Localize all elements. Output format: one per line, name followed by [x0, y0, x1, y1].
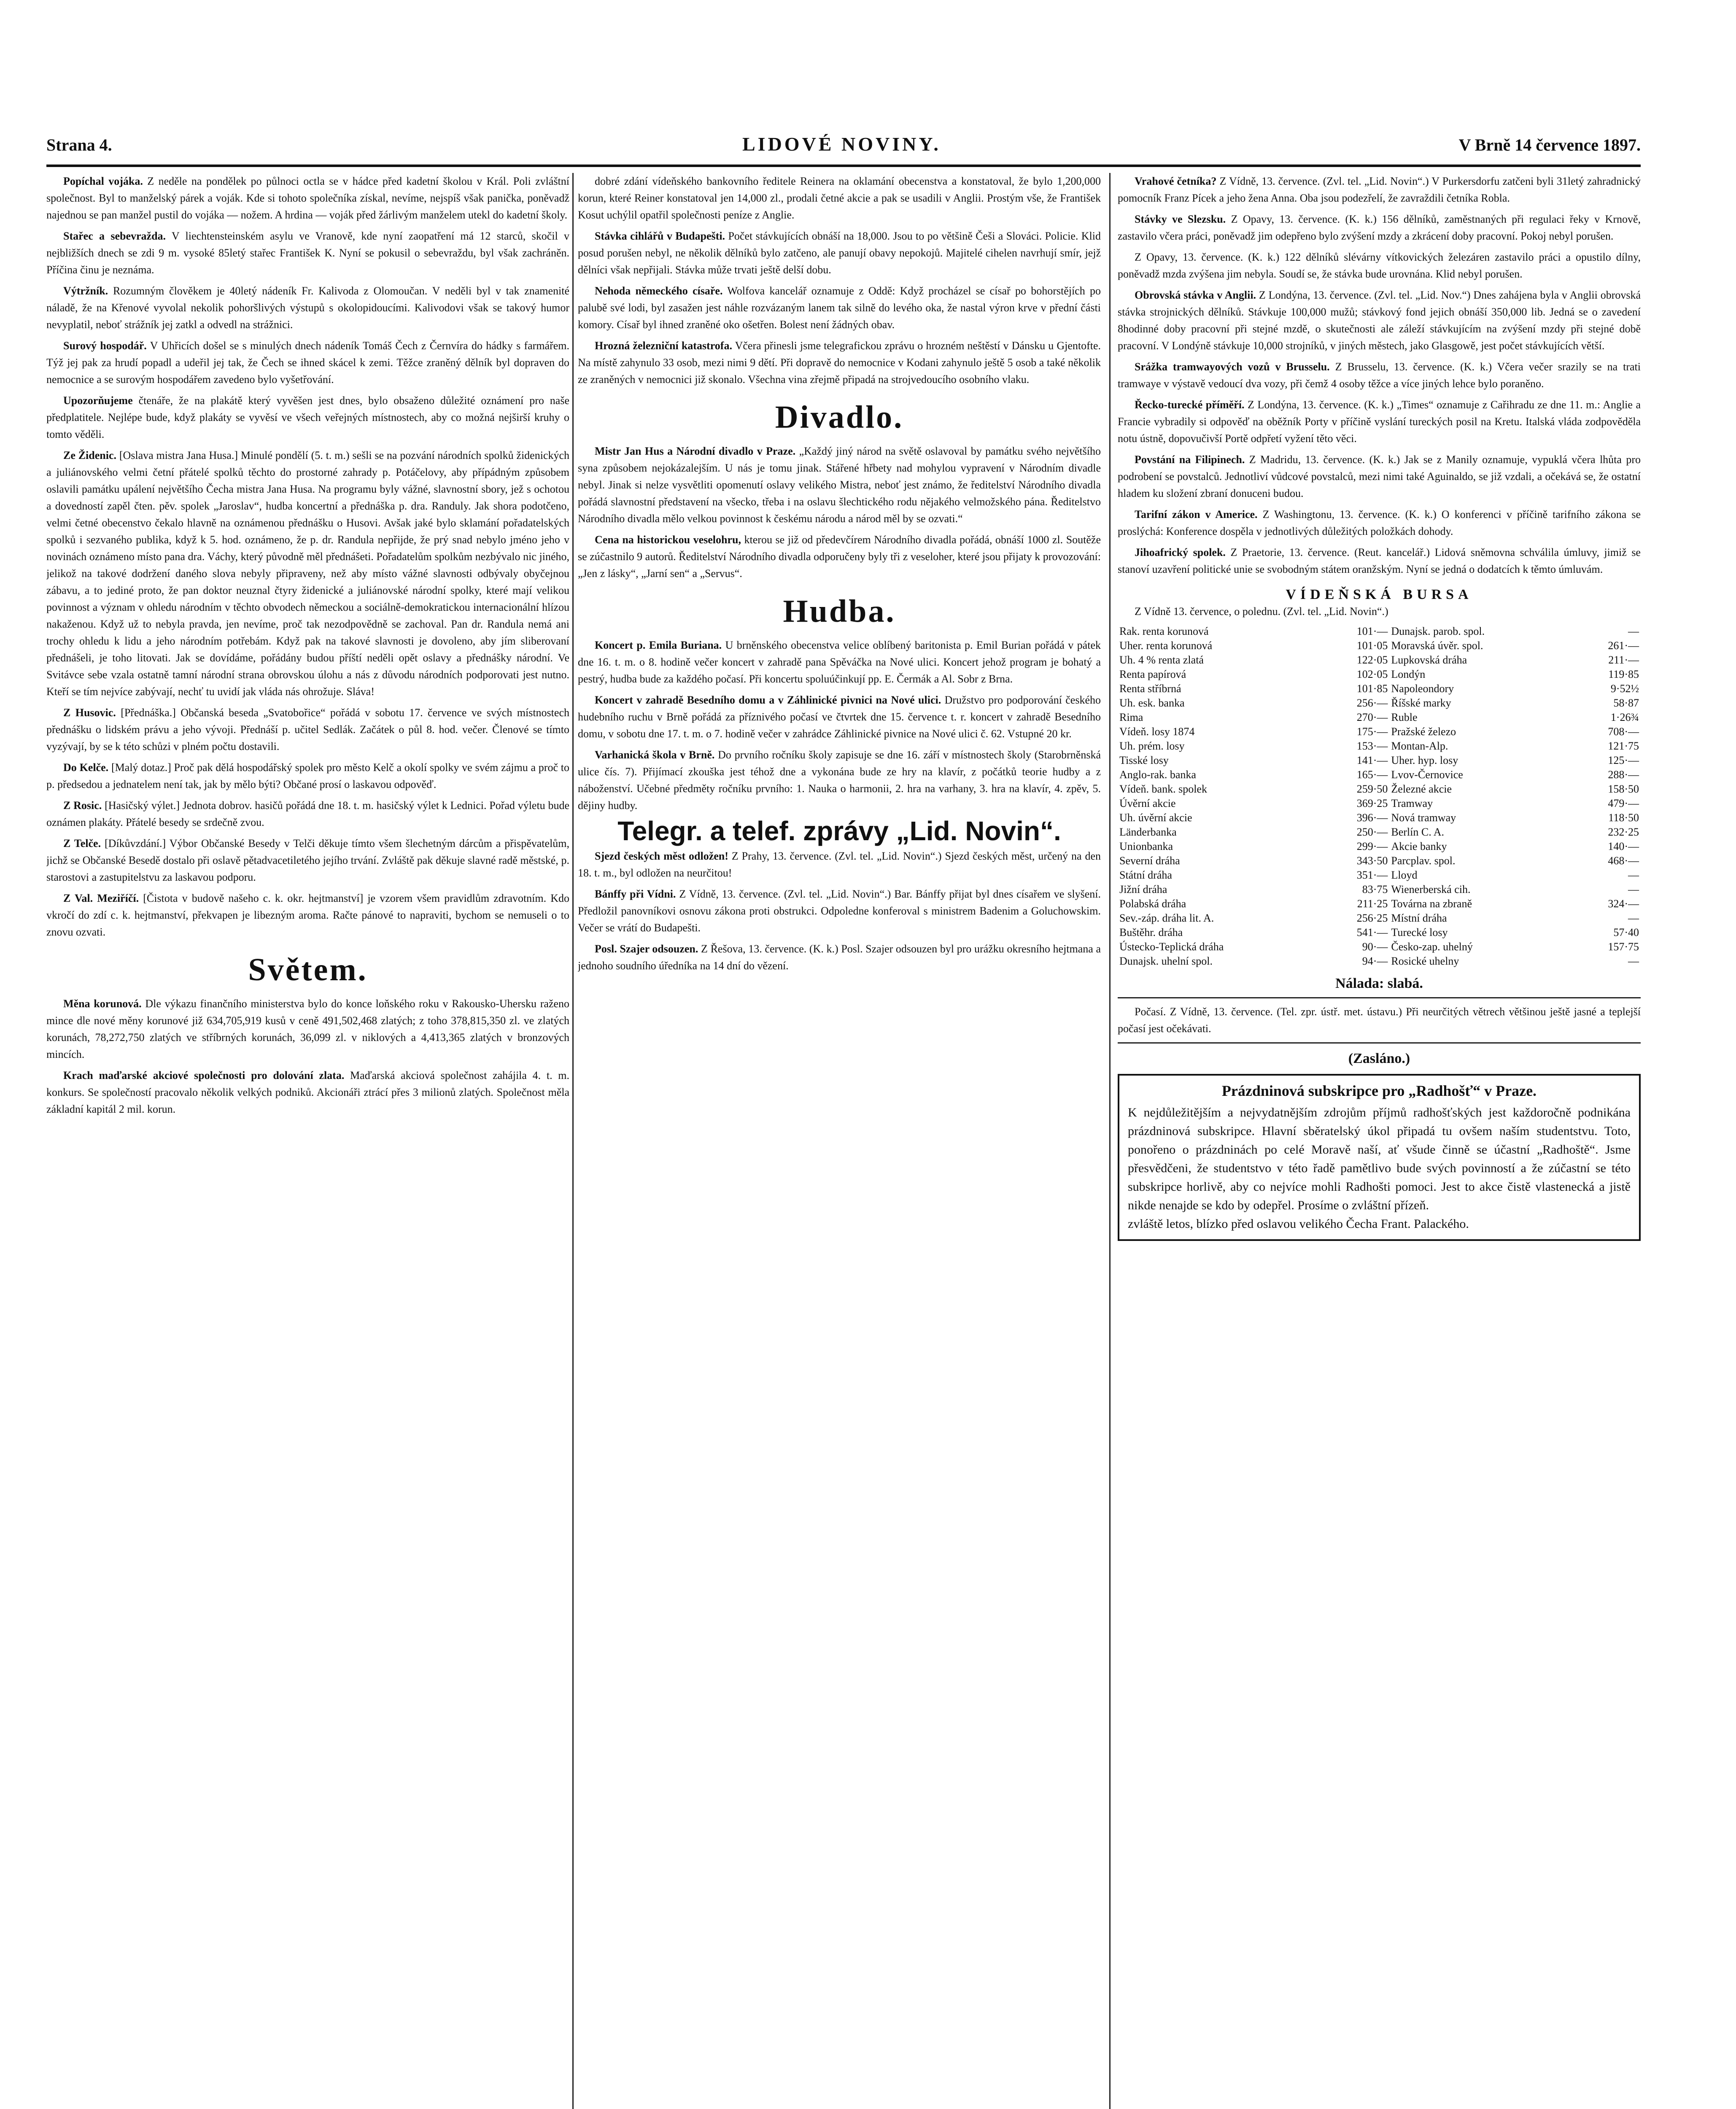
bursa-row: [1118, 825, 1641, 839]
article-text: V Uhřicích došel se s minulých dnech nádeník Tomáš Čech z Černvíra do hádky s farmářem. Týž jej pak za hrudí popadl a udeřil jej tak, že Čech se ihned skácel k zemi. Těžce zraněný dělník byl dopraven do nemocnice a se surovým hospodářem zavedeno bylo vyšetřování.: [46, 340, 569, 386]
bursa-value: 175·—: [1356, 725, 1388, 738]
bursa-value: 141·—: [1356, 754, 1388, 766]
bursa-label: Montan-Alp.: [1391, 740, 1448, 752]
bursa-row: [1118, 624, 1641, 639]
divider: [1118, 1042, 1641, 1044]
bursa-value: 101·85: [1356, 682, 1388, 695]
article-text: Z Prahy, 13. července. (Zvl. tel. „Lid. Novin“.) Sjezd českých měst, určený na den 18. t. m., byl odložen na neurčitou!: [578, 850, 1101, 879]
bursa-value: 211·25: [1357, 898, 1388, 910]
bursa-value: 157·75: [1608, 941, 1639, 953]
article-text: Z Řešova, 13. července. (K. k.) Posl. Szajer odsouzen byl pro urážku okresního hejtmana a jednoho soudního úředníka na 14 dní do vězení.: [578, 943, 1101, 972]
bursa-label: Česko-zap. uhelný: [1391, 941, 1473, 953]
bursa-intro: Z Vídně 13. července, o polednu. (Zvl. tel. „Lid. Novin“.): [1135, 605, 1388, 618]
bursa-label: Länderbanka: [1119, 826, 1177, 838]
article-text: [Čistota v budově našeho c. k. okr. hejtmanství] je vzorem všem pravidlům zdravotním. Kdo vkročí do zdí c. k. hejtmanství, překvapen je libezným aroma. Račte pánové to napraviti, bychom se nemuseli o to znovu ozvati.: [46, 892, 569, 938]
column-1: [46, 173, 569, 2109]
article: [46, 447, 569, 700]
article-headline: Z Rosic.: [63, 799, 102, 812]
column-3-articles: [1118, 173, 1641, 578]
article: [46, 704, 569, 755]
article: [578, 848, 1101, 882]
article-text: Z Vídně, 13. července. (Zvl. tel. „Lid. Novin“.) V Purkersdorfu zatčeni byli 31letý zahradnický pomocník Franz Pícek a jeho žena Anna. Oba jsou podezřelí, že zavraždili četníka Robla.: [1118, 175, 1641, 204]
bursa-value: 125·—: [1608, 754, 1639, 766]
bursa-value: 351·—: [1356, 869, 1388, 881]
bursa-row: [1118, 682, 1641, 696]
article: [578, 337, 1101, 388]
bursa-row: [1118, 782, 1641, 796]
article: [1118, 451, 1641, 502]
article: [1118, 544, 1641, 578]
article: [1118, 249, 1641, 283]
article: [1118, 211, 1641, 245]
article-text: Z neděle na pondělek po půlnoci octla se v hádce před kadetní školou v Král. Poli zvláštní společnost. Byl to manželský párek a voják. Kde si tohoto společníka získal, nevíme, nejspíš však panička, poněvadž najednou se pan manžel pustil do vojáka — nožem. A hrdina — voják před žárlivým manželem utekl do kadetní školy.: [46, 175, 569, 221]
bursa-label: Továrna na zbraně: [1391, 898, 1472, 910]
bursa-value: 256·25: [1356, 912, 1388, 924]
subscription-box: [1118, 1074, 1641, 1241]
bursa-label: Vídeň. losy 1874: [1119, 725, 1195, 738]
bursa-value: 118·50: [1608, 812, 1639, 824]
article: [578, 283, 1101, 333]
article-text: Maďarská akciová společnost zahájila 4. t. m. konkurs. Se společností pracovalo několik velkých podniků. Akcionáři ztrácí přes 3 milionů zlatých. Společnost měla základní kapitál 2 mil. korun.: [46, 1069, 569, 1115]
article-headline: Surový hospodář.: [63, 340, 147, 352]
article-headline: Koncert p. Emila Buriana.: [595, 639, 722, 651]
column-divider: [1109, 173, 1111, 2109]
box-title: Prázdninová subskripce pro „Radhošť“ v Praze.: [1221, 1082, 1537, 1099]
bursa-row: [1118, 868, 1641, 882]
bursa-label: Berlín C. A.: [1391, 826, 1445, 838]
bursa-value: 57·40: [1613, 926, 1639, 939]
article-headline: Ze Židenic.: [63, 449, 117, 461]
bursa-label: Tramway: [1391, 797, 1433, 809]
bursa-value: —: [1628, 869, 1639, 881]
bursa-label: Uher. hyp. losy: [1391, 754, 1458, 766]
column-3: [1118, 173, 1641, 2109]
bursa-value: 708·—: [1608, 725, 1639, 738]
article-headline: Mistr Jan Hus a Národní divadlo v Praze.: [595, 445, 796, 457]
article-headline: Sjezd českých měst odložen!: [595, 850, 728, 862]
article-headline: Jihoafrický spolek.: [1135, 546, 1226, 558]
article-text: Rozumným člověkem je 40letý nádeník Fr. Kalivoda z Olomoučan. V neděli byl v tak znamenité náladě, že na Křenové vyvolal nekolik pohoršlivých výstupů s okolopidoucími. Kalivodovi však se takový humor nevyplatil, neboť strážník jej zatkl a odvedl na strážnici.: [46, 285, 569, 331]
article-headline: Povstání na Filipinech.: [1135, 453, 1245, 466]
bursa-label: Uh. 4 % renta zlatá: [1119, 654, 1204, 666]
bursa-label: Vídeň. bank. spolek: [1119, 783, 1207, 795]
bursa-value: 369·25: [1356, 797, 1388, 809]
article-headline: Vrahové četníka?: [1135, 175, 1217, 187]
bursa-value: 270·—: [1356, 711, 1388, 723]
bursa-label: Uh. esk. banka: [1119, 697, 1185, 709]
masthead: [46, 127, 1641, 167]
bursa-value: 211·—: [1608, 654, 1639, 666]
bursa-row: [1118, 811, 1641, 825]
bursa-row: [1118, 696, 1641, 710]
bursa-value: 101·—: [1356, 625, 1388, 637]
bursa-value: 261·—: [1608, 639, 1639, 652]
bursa-row: [1118, 667, 1641, 682]
article-text: Z Brusselu, 13. července. (K. k.) Včera večer srazily se na trati tramwaye v výstavě vedoucí dva vozy, při čemž 4 osoby těžce a více jiných lehce bylo poraněno.: [1118, 361, 1641, 390]
bursa-row: [1118, 954, 1641, 968]
bursa-label: Anglo-rak. banka: [1119, 769, 1196, 781]
article-headline: Srážka tramwayových vozů v Brusselu.: [1135, 361, 1330, 373]
article-text: Z Londýna, 13. července. (K. k.) „Times“ oznamuje z Cařihradu ze dne 11. m.: Anglie a Francie vybradily si odpověď na oběžník Porty v příčině vyslání tureckých posil na Kretu. Italská vláda zodpověděla notu ústně, dopovučivší Portě odpřetí vyžení těto věci.: [1118, 399, 1641, 445]
article-headline: Měna korunová.: [63, 998, 142, 1010]
box-text: K nejdůležitějším a nejvydatnějším zdrojům příjmů radhošťských jest každoročně podnikána prázdninová subskripce. Hlavní sběratelský úkol připadá tu ovšem naším studentstvu. Toto, ponořeno o prázdninách po celé Moravě naší, ať všude činně se účastní „Radhoště“. Jsme přesvědčeni, že studentstvo v této řadě pamětlivo bude svých povinností a že zúčastní se této subskripce horlivě, aby co nejvíce mohli Radhošti pomoci. Jest to akce čistě vlastenecká a jistě nikde nenajde se kdo by odepřel. Prosíme o zvláštní přízeň.: [1128, 1106, 1631, 1212]
bursa-label: Londýn: [1391, 668, 1426, 680]
page-number: Strana 4.: [46, 135, 112, 154]
bursa-label: Rima: [1119, 711, 1143, 723]
bursa-label: Buštěhr. dráha: [1119, 926, 1183, 939]
bursa-value: 468·—: [1608, 855, 1639, 867]
bursa-value: —: [1628, 912, 1639, 924]
article-headline: Popíchal vojáka.: [63, 175, 143, 187]
article-text: [Malý dotaz.] Proč pak dělá hospodářský spolek pro město Kelč a okolí spolky ve svém zájmu a proč to p. předsedou a jednatelem není tak, jak by mělo býti? Občané prosí o laskavou odpověď.: [46, 761, 569, 790]
bursa-value: 102·05: [1356, 668, 1388, 680]
weather-report: Počasí. Z Vídně, 13. července. (Tel. zpr. ústř. met. ústavu.) Při neurčitých větrech většinou ještě jasné a teplejší počasí jest očekávati.: [1118, 1006, 1641, 1035]
bursa-value: 121·75: [1608, 740, 1639, 752]
bursa-value: —: [1628, 955, 1639, 967]
bursa-row: [1118, 768, 1641, 782]
bursa-label: Wienerberská cih.: [1391, 883, 1471, 895]
bursa-value: 83·75: [1362, 883, 1388, 895]
bursa-value: 158·50: [1608, 783, 1639, 795]
dateline: V Brně 14 července 1897.: [1458, 135, 1641, 154]
article-text: Družstvo pro podporování českého hudebního ruchu v Brně pořádá za příznivého počasí ve čtvrtek dne 15. července t. r. koncert v zahradě Besedního domu, v sobotu dne 17. t. m. o 7. hodině večer v zahrádce Záhlinické pivnice na Nové ulici č. 62. Vstupné 20 kr.: [578, 694, 1101, 740]
bursa-value: 165·—: [1356, 769, 1388, 781]
article: [578, 228, 1101, 278]
bursa-value: 256·—: [1356, 697, 1388, 709]
article: [578, 173, 1101, 224]
article-text: Dle výkazu finančního ministerstva bylo do konce loňského roku v Rakousko-Uhersku raženo mince dle nové měny korunové již 634,705,919 kusů v ceně 491,502,468 zlatých; z toho 378,815,350 zl. ve zlatých korunách, 78,272,750 zlatých ve stříbrných korunách, 36,099 zl. v niklových a 4,413,365 zlatých v bronzových mincích.: [46, 998, 569, 1060]
article-text: Z Vídně, 13. července. (Zvl. tel. „Lid. Novin“.) Bar. Bánffy přijat byl dnes císařem ve slyšení. Předložil panovníkovi osnovu zákona proti obstrukci. Odpoledne konferoval s ministrem Badenim a Goluchowskim. Večer se vrátí do Budapešti.: [578, 888, 1101, 934]
bursa-value: 343·50: [1356, 855, 1388, 867]
bursa-label: Sev.-záp. dráha lit. A.: [1119, 912, 1214, 924]
bursa-label: Tisské losy: [1119, 754, 1169, 766]
bursa-label: Rosické uhelny: [1391, 955, 1459, 967]
bursa-label: Renta papírová: [1119, 668, 1186, 680]
bursa-value: 58·87: [1613, 697, 1639, 709]
article-text: [Hasičský výlet.] Jednota dobrov. hasičů pořádá dne 18. t. m. hasičský výlet k Lednici. Pořad výletu bude oznámen plakáty. Přátelé besedy se srdečně zvou.: [46, 799, 569, 828]
box-footer: zvláště letos, blízko před oslavou velikého Čecha Frant. Palackého.: [1128, 1217, 1469, 1231]
article: [46, 995, 569, 1063]
bursa-value: —: [1628, 883, 1639, 895]
article-text: Z Opavy, 13. července. (K. k.) 156 dělníků, zaměstnaných při regulaci řeky v Krnově, zastavilo včera práci, poněvadž jim odepřeno bylo zvýšení mzdy a zkrácení doby pracovní. Pokoj nebyl porušen.: [1118, 213, 1641, 242]
article-headline: Krach maďarské akciové společnosti pro dolování zlata.: [63, 1069, 345, 1081]
bursa-mood: Nálada: slabá.: [1335, 976, 1423, 991]
article-headline: Nehoda německého císaře.: [595, 285, 723, 297]
bursa-label: Říšské marky: [1391, 697, 1451, 709]
bursa-label: Dunajsk. uhelní spol.: [1119, 955, 1213, 967]
article-text: dobré zdání vídeňského bankovního ředitele Reinera na oklamání obecenstva a konstatoval, že bylo 1,200,000 korun, které Reiner konstatoval jen 14,000 zl., prodali četné akcie a pak se usadili v Anglii. Prostým vše, že František Kosut uchýlil opatřil společnosti peníze z Anglie.: [578, 175, 1101, 221]
bursa-label: Napoleondory: [1391, 682, 1454, 695]
section-title: Divadlo.: [775, 399, 904, 435]
article: [1118, 287, 1641, 354]
article-headline: Z Val. Meziříčí.: [63, 892, 139, 904]
bursa-row: [1118, 882, 1641, 897]
bursa-table: [1118, 624, 1641, 968]
bursa-row: [1118, 911, 1641, 925]
bursa-value: 9·52½: [1610, 682, 1639, 695]
bursa-label: Úvěrní akcie: [1119, 797, 1176, 809]
bursa-label: Akcie banky: [1391, 840, 1447, 852]
article: [46, 759, 569, 793]
article: [578, 531, 1101, 582]
article-text: [Přednáška.] Občanská beseda „Svatobořice“ pořádá v sobotu 17. července ve svých místnostech přednášku o lidském právu a jeho vývoji. Přednáší p. učitel Sedlák. Začátek o půl 8. hod. večer. Členové se tímto vyzývají, by se k této schůzi v plném počtu dostavili.: [46, 707, 569, 752]
article: [1118, 173, 1641, 207]
article-text: Včera přinesli jsme telegrafickou zprávu o hrozném neštěstí v Dánsku u Gjentofte. Na místě zahynulo 33 osob, mezi nimi 9 dětí. Při dopravě do nemocnice v Kodani zahynulo ještě 5 osob a také několik ze zraněných v nemocnici již skonalo. Všechna vina zřejmě připadá na strojvedoucího osobního vlaku.: [578, 340, 1101, 386]
bursa-label: Železné akcie: [1391, 783, 1452, 795]
article-headline: Z Husovic.: [63, 707, 116, 719]
bursa-row: [1118, 854, 1641, 868]
bursa-label: Lupkovská dráha: [1391, 654, 1467, 666]
bursa-label: Uh. prém. losy: [1119, 740, 1185, 752]
article: [46, 283, 569, 333]
bursa-row: [1118, 739, 1641, 753]
zaslano-label: (Zasláno.): [1348, 1051, 1410, 1066]
article-headline: Výtržník.: [63, 285, 108, 297]
article-headline: Do Kelče.: [63, 761, 109, 774]
bursa-row: [1118, 940, 1641, 954]
bursa-value: 396·—: [1356, 812, 1388, 824]
bursa-label: Uh. úvěrní akcie: [1119, 812, 1192, 824]
bursa-label: Polabská dráha: [1119, 898, 1186, 910]
article-headline: Tarifní zákon v Americe.: [1135, 508, 1258, 521]
bursa-value: 479·—: [1608, 797, 1639, 809]
bursa-row: [1118, 710, 1641, 725]
bursa-label: Parcplav. spol.: [1391, 855, 1456, 867]
article: [578, 747, 1101, 814]
article: [578, 637, 1101, 688]
article: [1118, 359, 1641, 392]
bursa-label: Lloyd: [1391, 869, 1418, 881]
section-title: Světem.: [248, 952, 368, 987]
article-headline: Stávky ve Slezsku.: [1135, 213, 1226, 225]
bursa-value: 288·—: [1608, 769, 1639, 781]
article-text: [Oslava mistra Jana Husa.] Minulé pondělí (5. t. m.) sešli se na pozvání národních spolků židenických a juliánovského velmi četní přátelé spolků těchto do prostorné zahrady p. Potáčelovy, aby přípádným způsobem oslavili památku upálení největšího Čecha mistra Jana Husa. Na programu byly vážné, slavnostní sbory, jež s ochotou a dovedností zapěl čten. pěv. spolek „Jaroslav“, hudba koncertní a přednáška p. dra. Randuly. Jak shora podotčeno, velmi četné obecenstvo čekalo hlavně na oznámenou přednášku o Husovi. Avšak jaké bylo sklamání pořadatelských spolků i sezvaného publika, když k 5. hod. oznámeno, že p. dr. Randula nepřijde, že prý snad nebylo jméno jeho v novinách oznámeno místo pana dra. Váchy, který původně měl přednášeti. Pořadatelům spolkům nezbývalo nic jiného, jelikož na takové dodržení daného slova nebyly připraveny, než aby místo vážné slavnosti odbývaly obyčejnou zábavu, a to jediné proto, že pan doktor neuznal čtyry židenické a juliánovské národní spolky, které mají velikou povinnost a význam v ohledu národním v těchto obvodech německou a sociálně-demokratickou internacionální hlízou nakaženou. Když už to nebyla pravda, jen nevíme, proč tak nezodpovědně se zachoval. Pan dr. Randula nemá ani trochy ohledu k lidu a jeho národním potřebám. Když pak na takové slavnosti je dovoleno, aby jím sliberovaní přednášeli, je toho litovati. Jak se dovídáme, pořádány budou příští neděli opět oslavy a přednášky národní. Ve Svitávce sebe vzala ostatně tamní národní strana obrovskou úlohu a nás z důvodu národních podporovati jest nutno. Kteří se tím nejvíce zabývají, nechť tu uvidí jak vláda nás ohrožuje. Sláva!: [46, 449, 569, 698]
bursa-label: Pražské železo: [1391, 725, 1456, 738]
article-text: Z Praetorie, 13. července. (Reut. kancelář.) Lidová sněmovna schválila úmluvy, jimiž se stanoví uzavření politické unie se svobodným státem oranžským. Nyní se jedná o dodatcích k těmto úmluvám.: [1118, 546, 1641, 575]
bursa-row: [1118, 725, 1641, 739]
bursa-label: Ústecko-Teplická dráha: [1119, 941, 1224, 953]
article: [46, 173, 569, 224]
bursa-value: 90·—: [1362, 941, 1388, 953]
article-text: Z Washingtonu, 13. července. (K. k.) O konferenci v příčině tarifního zákona se proslýchá: Konference dospěla v jednotlivých důležitých položkách dohody.: [1118, 508, 1641, 537]
bursa-label: Nová tramway: [1391, 812, 1456, 824]
article-headline: Stařec a sebevražda.: [63, 230, 166, 242]
article-text: [Díkůvzdání.] Výbor Občanské Besedy v Telči děkuje tímto všem šlechetným dárcům a přispěvatelům, jichž se Občanské Besedě dostalo při oslavě pětadvacetiletého jejího trvání. Zvláště pak děkuje slavné radě městské, p. starostovi a zastupitelstvu za laskavou podporu.: [46, 837, 569, 883]
article: [1118, 396, 1641, 447]
bursa-label: Místní dráha: [1391, 912, 1447, 924]
article: [46, 337, 569, 388]
article-headline: Posl. Szajer odsouzen.: [595, 943, 698, 955]
bursa-value: 324·—: [1608, 898, 1639, 910]
article-headline: Varhanická škola v Brně.: [595, 749, 715, 761]
article: [1118, 506, 1641, 540]
article-text: Wolfova kancelář oznamuje z Oddě: Když procházel se císař po bohorstějích po palubě své lodi, byl zasažen jest náhle rozvázaným lanem tak silně do levého oka, že nastal výron krve v přední části komory. Císař byl ihned zraněné oko ošetřen. Bolest není žádných obav.: [578, 285, 1101, 331]
article: [46, 392, 569, 443]
bursa-label: Jižní dráha: [1119, 883, 1167, 895]
bursa-value: 259·50: [1356, 783, 1388, 795]
bursa-row: [1118, 897, 1641, 911]
article-text: kterou se již od předevčírem Národního divadla pořádá, obnáší 1000 zl. Soutěže se zúčastnilo 9 autorů. Ředitelství Národního divadla odporučeny byly tři z veseloher, které jsou přijaty k provozování: „Jen z lásky“, „Jarní sen“ a „Servus“.: [578, 534, 1101, 580]
article-headline: Bánffy při Vídni.: [595, 888, 676, 900]
bursa-value: 232·25: [1608, 826, 1639, 838]
bursa-value: 140·—: [1608, 840, 1639, 852]
bursa-label: Rak. renta korunová: [1119, 625, 1209, 637]
bursa-label: Ruble: [1391, 711, 1418, 723]
newspaper-title: LIDOVÉ NOVINY.: [742, 133, 941, 155]
bursa-row: [1118, 753, 1641, 768]
article-text: Z Londýna, 13. července. (Zvl. tel. „Lid. Nov.“) Dnes zahájena byla v Anglii obrovská stávka strojnických dělníků. Stávkuje 100,000 mužů; stávkový fond jejich obnáší 350,000 lib. Jedná se o zavedení 8hodinné doby pracovní při stejné mzdě, o skutečnosti ale záleží stávkujícím na zvýšení mzdy při stejné době pracovní. V Londýně stávkuje 10,000 strojníků, v jiných městech, jako Glasgowě, jest počet stávkujících větší.: [1118, 289, 1641, 352]
bursa-value: 101·05: [1356, 639, 1388, 652]
article-text: Z Opavy, 13. července. (K. k.) 122 dělníků slévárny vítkovických železáren zastavilo práci a opustilo dílny, poněvadž mzda zvýšena jim nebyla. Soudí se, že stávka bude urovnána. Klid nebyl porušen.: [1118, 251, 1641, 280]
article-headline: Stávka cihlářů v Budapešti.: [595, 230, 725, 242]
article-headline: Řecko-turecké příměří.: [1135, 399, 1245, 411]
bursa-label: Uher. renta korunová: [1119, 639, 1213, 652]
bursa-label: Lvov-Černovice: [1391, 769, 1463, 781]
bursa-value: 250·—: [1356, 826, 1388, 838]
article-text: Do prvního ročníku školy zapisuje se dne 16. září v místnostech školy (Starobrněnská ulice čís. 7). Přijímací zkouška jest téhož dne a vykonána bude ze hry na klavír, z počátků teorie hudby a z náboženství. Učebné předměty ročníku prvního: 1. Nauka o harmonii, 2. hra na varhany, 3. hra na klavír, 4. zpěv, 5. dějiny hudby.: [578, 749, 1101, 812]
bursa-label: Severní dráha: [1119, 855, 1180, 867]
article: [578, 886, 1101, 936]
bursa-value: 94·—: [1362, 955, 1388, 967]
article-headline: Cena na historickou veselohru,: [595, 534, 741, 546]
bursa-label: Turecké losy: [1391, 926, 1448, 939]
bursa-label: Unionbanka: [1119, 840, 1173, 852]
article-headline: Upozorňujeme: [63, 394, 133, 407]
column-2: [578, 173, 1101, 2109]
bursa-value: 119·85: [1608, 668, 1639, 680]
article: [46, 1067, 569, 1118]
bursa-label: Moravská úvěr. spol.: [1391, 639, 1483, 652]
bursa-title: VÍDEŇSKÁ BURSA: [1286, 587, 1473, 602]
article-text: „Každý jiný národ na světě oslavoval by památku svého největšího syna způsobem nejokázalejším. U nás je tomu jinak. Stářené hřbety nad mohylou vypravení v Národním divadle nebyl. Jinak si nelze vysvětliti opomenutí oslavy velikého Mistra, neboť jest známo, že ředitelství Národního divadla pořádá slavnostní představení na všecko, třeba i na oslavu šlechtického rodu nějakého velmožského pána. Ředitelstvo Národního divadla mělo velkou povinnost k českému národu a národ měl by se ozvati.“: [578, 445, 1101, 525]
bursa-value: 299·—: [1356, 840, 1388, 852]
bursa-value: 122·05: [1356, 654, 1388, 666]
bursa-value: 153·—: [1356, 740, 1388, 752]
article-text: U brněnského obecenstva velice oblíbený baritonista p. Emil Burian pořádá v pátek dne 16. t. m. o 8. hodině večer koncert v zahradě pana Spěváčka na Nové ulici. Koncert jehož program je bohatý a pestrý, hudba bude za každého počasí. Při koncertu spoluúčinkují pp. E. Čermák a Al. Sobr z Brna.: [578, 639, 1101, 685]
article: [578, 941, 1101, 974]
article-text: Z Madridu, 13. července. (K. k.) Jak se z Manily oznamuje, vypuklá včera lhůta pro podrobení se povstalců. Jednotliví vůdcové povstalců, mezi nimi také Aguinaldo, se již vzdali, a očekává se, že ostatní hladem ku složení zbraní donuceni budou.: [1118, 453, 1641, 499]
bursa-row: [1118, 796, 1641, 811]
article-headline: Hrozná železniční katastrofa.: [595, 340, 732, 352]
article-text: V liechtensteinském asylu ve Vranově, kde nyní zaopatření má 12 starců, skočil v nejbližších dnech se zdi 9 m. vysoké 85letý stařec František K. Nyní se pokusil o sebevraždu, byl však zachráněn. Příčina činu je neznáma.: [46, 230, 569, 276]
bursa-value: —: [1628, 625, 1639, 637]
article: [46, 797, 569, 831]
bursa-label: Státní dráha: [1119, 869, 1172, 881]
article-headline: Z Telče.: [63, 837, 101, 850]
bursa-label: Renta stříbrná: [1119, 682, 1181, 695]
article: [46, 228, 569, 278]
bursa-row: [1118, 925, 1641, 940]
section-title: Hudba.: [783, 593, 896, 629]
article: [46, 835, 569, 886]
bursa-row: [1118, 639, 1641, 653]
bursa-row: [1118, 839, 1641, 854]
bursa-value: 1·26¾: [1610, 711, 1639, 723]
bursa-value: 541·—: [1356, 926, 1388, 939]
article-text: Počet stávkujících obnáší na 18,000. Jsou to po většině Češi a Slováci. Policie. Klid posud porušen nebyl, ne několik dělníků bylo zatčeno, ale panují obavy nepokojů. Majitelé cihelen navrhují smír, jejž dělníci však nepřijali. Stávka může trvati ještě delší dobu.: [578, 230, 1101, 276]
bursa-label: Dunajsk. parob. spol.: [1391, 625, 1485, 637]
article: [578, 443, 1101, 527]
divider: [1118, 997, 1641, 998]
bursa-row: [1118, 653, 1641, 667]
article: [578, 692, 1101, 742]
column-divider: [572, 173, 574, 2109]
telegram-banner: Telegr. a telef. zprávy „Lid. Novin“.: [617, 816, 1061, 846]
article-headline: Koncert v zahradě Besedního domu a v Záhlinické pivnici na Nové ulici.: [595, 694, 941, 706]
article: [46, 890, 569, 941]
article-text: čtenáře, že na plakátě který vyvěšen jest dnes, bylo obsaženo důležité oznámení pro naše předplatitele. Nejlépe bude, když plakáty se vyvěsí ve všech veřejných místnostech, aby co možná nejširší kruhy o tomto věděli.: [46, 394, 569, 440]
article-headline: Obrovská stávka v Anglii.: [1135, 289, 1256, 301]
